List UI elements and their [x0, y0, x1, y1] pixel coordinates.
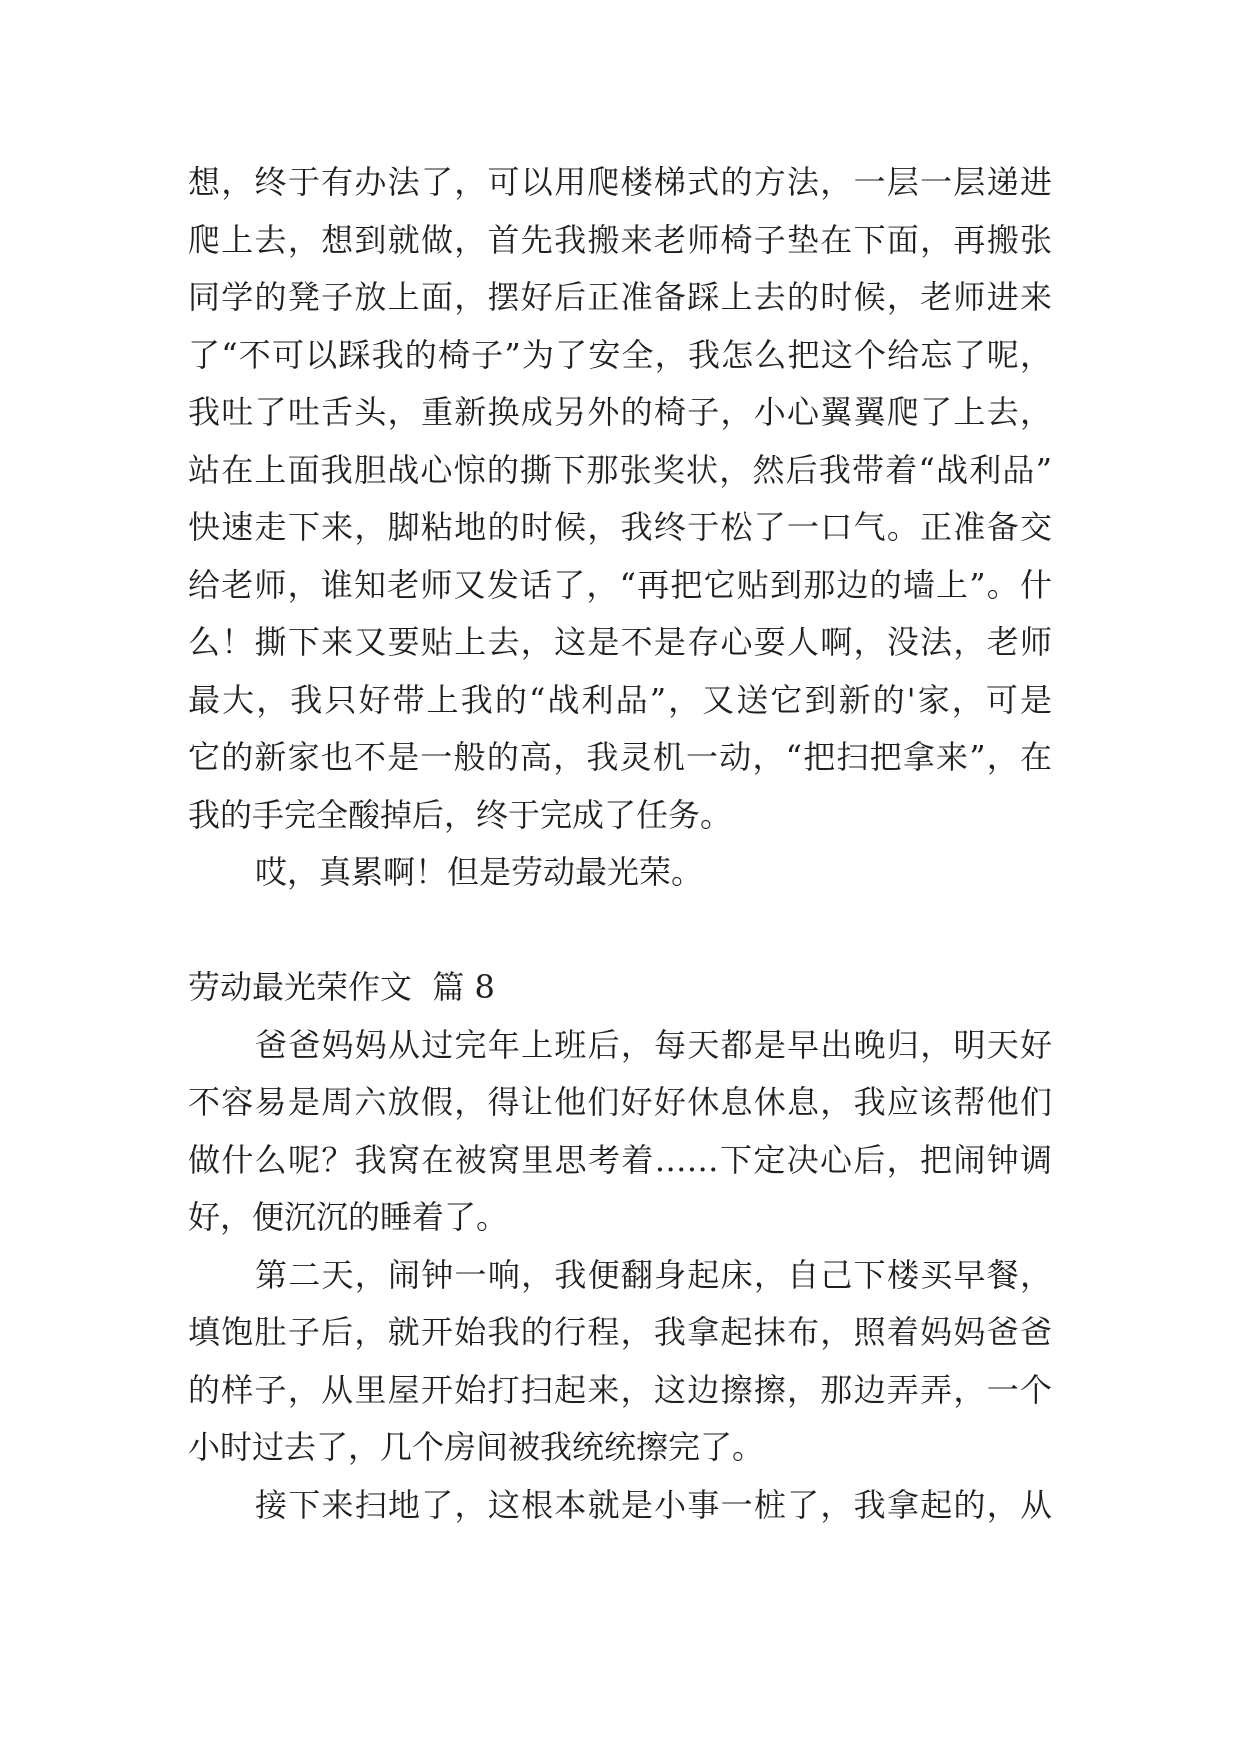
text-line: 么！撕下来又要贴上去，这是不是存心耍人啊，没法，老师 — [188, 623, 1052, 661]
paragraph — [188, 154, 1052, 844]
text-line: 我的手完全酸掉后，终于完成了任务。 — [188, 795, 733, 834]
text-line: 好，便沉沉的睡着了。 — [188, 1198, 509, 1236]
text-line: 接下来扫地了，这根本就是小事一桩了，我拿起的，从 — [255, 1485, 1052, 1524]
text-line: 快速走下来，脚粘地的时候，我终于松了一口气。正准备交 — [188, 508, 1052, 546]
text-line: 我吐了吐舌头，重新换成另外的椅子，小心翼翼爬了上去， — [188, 393, 1052, 431]
text-line: 它的新家也不是一般的高，我灵机一动，“把扫把拿来”，在 — [188, 738, 1052, 776]
text-line: 不容易是周六放假，得让他们好好休息休息，我应该帮他们 — [188, 1083, 1052, 1121]
text-line: 做什么呢？我窝在被窝里思考着……下定决心后，把闹钟调 — [188, 1140, 1052, 1179]
paragraph — [188, 844, 1052, 902]
paragraph — [188, 1247, 1052, 1477]
paragraph — [188, 1477, 1052, 1535]
text-line: 爬上去，想到就做，首先我搬来老师椅子垫在下面，再搬张 — [188, 220, 1052, 259]
text-line: 小时过去了，几个房间被我统统擦完了。 — [188, 1428, 765, 1466]
paragraph — [188, 1017, 1052, 1247]
text-line: 哎，真累啊！但是劳动最光荣。 — [255, 853, 704, 891]
text-line: 给老师，谁知老师又发话了，“再把它贴到那边的墙上”。什 — [188, 565, 1052, 604]
text-line: 最大，我只好带上我的“战利品”，又送它到新的'家，可是 — [188, 680, 1052, 719]
text-line: 第二天，闹钟一响，我便翻身起床，自己下楼买早餐， — [255, 1255, 1052, 1294]
text-line: 的样子，从里屋开始打扫起来，这边擦擦，那边弄弄，一个 — [188, 1370, 1052, 1409]
text-line: 了“不可以踩我的椅子”为了安全，我怎么把这个给忘了呢， — [188, 335, 1052, 374]
text-line: 填饱肚子后，就开始我的行程，我拿起抹布，照着妈妈爸爸 — [188, 1313, 1052, 1351]
section-heading: 劳动最光荣作文 篇 8 — [188, 968, 495, 1006]
text-line: 站在上面我胆战心惊的撕下那张奖状，然后我带着“战利品” — [188, 450, 1052, 489]
document-body — [188, 154, 1052, 1534]
text-line: 同学的凳子放上面，摆好后正准备踩上去的时候，老师进来 — [188, 278, 1052, 316]
blank-line — [188, 902, 1052, 960]
text-line: 爸爸妈妈从过完年上班后，每天都是早出晚归，明天好 — [255, 1025, 1052, 1064]
text-line: 想，终于有办法了，可以用爬楼梯式的方法，一层一层递进 — [188, 163, 1052, 201]
